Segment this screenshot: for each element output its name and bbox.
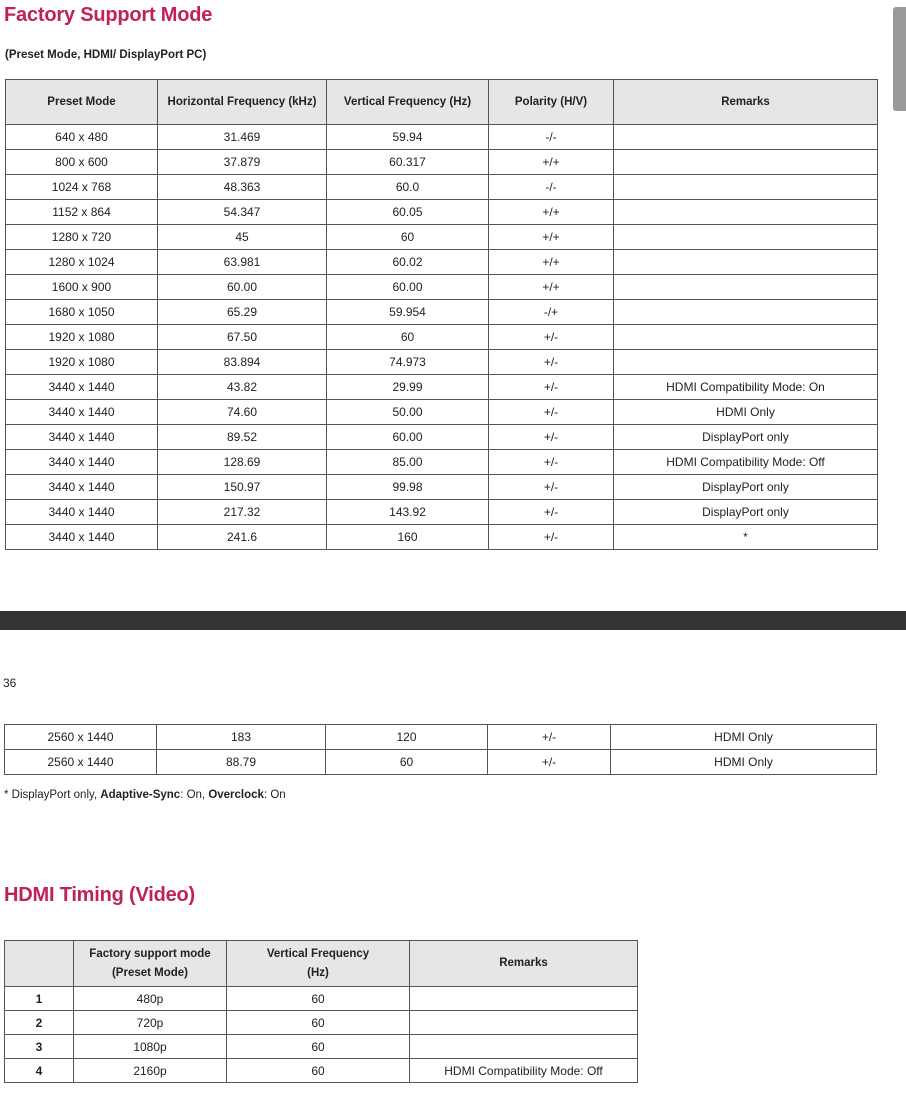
table-header-row <box>5 941 638 987</box>
table-cell: +/+ <box>489 250 614 275</box>
table-cell: +/- <box>489 325 614 350</box>
table-cell: 54.347 <box>158 200 327 225</box>
table-cell: 120 <box>326 725 488 750</box>
table-cell: HDMI Compatibility Mode: Off <box>614 450 878 475</box>
table-row <box>5 1035 638 1059</box>
table-row <box>6 125 878 150</box>
table-cell: 60 <box>227 987 410 1011</box>
column-header: Vertical Frequency (Hz) <box>227 941 410 987</box>
table-cell: 1280 x 1024 <box>6 250 158 275</box>
table-cell: 60 <box>326 750 488 775</box>
table-cell: HDMI Only <box>611 750 877 775</box>
table-cell: 3440 x 1440 <box>6 375 158 400</box>
table-cell: 160 <box>327 525 489 550</box>
table-cell: +/+ <box>489 275 614 300</box>
hdmi-timing-table <box>4 940 638 1083</box>
table-cell: 640 x 480 <box>6 125 158 150</box>
table-cell: 480p <box>74 987 227 1011</box>
table-cell: 3440 x 1440 <box>6 450 158 475</box>
table-cell: 800 x 600 <box>6 150 158 175</box>
table-row <box>6 400 878 425</box>
table-cell: 60.0 <box>327 175 489 200</box>
table-cell: HDMI Only <box>614 400 878 425</box>
column-header: Remarks <box>614 80 878 125</box>
table-cell: 31.469 <box>158 125 327 150</box>
table-cell: DisplayPort only <box>614 475 878 500</box>
table-cell: HDMI Compatibility Mode: On <box>614 375 878 400</box>
table-cell: 60 <box>327 325 489 350</box>
side-tab-marker <box>893 7 906 111</box>
table-cell: 43.82 <box>158 375 327 400</box>
section-title-hdmi-timing: HDMI Timing (Video) <box>4 884 196 906</box>
table-cell: -/- <box>489 125 614 150</box>
column-header: Vertical Frequency (Hz) <box>327 80 489 125</box>
table-cell: 59.94 <box>327 125 489 150</box>
column-header <box>5 941 74 987</box>
table-row <box>6 250 878 275</box>
table-cell: 60 <box>327 225 489 250</box>
table-cell <box>614 300 878 325</box>
table-cell: 85.00 <box>327 450 489 475</box>
table-cell: +/- <box>489 525 614 550</box>
table-cell: 59.954 <box>327 300 489 325</box>
table-cell: +/- <box>488 725 611 750</box>
table-row <box>6 525 878 550</box>
table-cell: DisplayPort only <box>614 500 878 525</box>
column-header: Preset Mode <box>6 80 158 125</box>
table-cell: 67.50 <box>158 325 327 350</box>
table-cell: +/+ <box>489 150 614 175</box>
table-cell <box>614 250 878 275</box>
table-cell: 183 <box>157 725 326 750</box>
table-cell: 3440 x 1440 <box>6 525 158 550</box>
table-cell: 99.98 <box>327 475 489 500</box>
table-cell: +/- <box>489 375 614 400</box>
table-cell: 1600 x 900 <box>6 275 158 300</box>
page-number: 36 <box>3 676 17 690</box>
table-row <box>6 300 878 325</box>
table-cell: 60 <box>227 1035 410 1059</box>
table-cell: 1080p <box>74 1035 227 1059</box>
table-cell: 74.973 <box>327 350 489 375</box>
table-row <box>6 275 878 300</box>
table-row <box>5 987 638 1011</box>
table-cell: 60.00 <box>158 275 327 300</box>
table-cell: 1152 x 864 <box>6 200 158 225</box>
table-cell: 2560 x 1440 <box>5 725 157 750</box>
footnote-term-adaptive-sync: Adaptive-Sync <box>100 789 181 801</box>
table-cell: 1024 x 768 <box>6 175 158 200</box>
table-cell: HDMI Only <box>611 725 877 750</box>
table-cell <box>614 125 878 150</box>
table-cell: 2560 x 1440 <box>5 750 157 775</box>
table-cell: 74.60 <box>158 400 327 425</box>
table-row <box>6 375 878 400</box>
table-cell: * <box>614 525 878 550</box>
column-header: Factory support mode (Preset Mode) <box>74 941 227 987</box>
table-cell: 1 <box>5 987 74 1011</box>
column-header: Horizontal Frequency (kHz) <box>158 80 327 125</box>
table-cell: 48.363 <box>158 175 327 200</box>
table-row <box>5 1011 638 1035</box>
table-cell: 60 <box>227 1011 410 1035</box>
table-row <box>5 725 877 750</box>
table-cell: 1280 x 720 <box>6 225 158 250</box>
table-cell: 60.05 <box>327 200 489 225</box>
table-row <box>6 350 878 375</box>
table-cell: +/- <box>489 425 614 450</box>
table-cell <box>614 150 878 175</box>
column-header: Polarity (H/V) <box>489 80 614 125</box>
table-cell: +/+ <box>489 225 614 250</box>
table-header-row <box>6 80 878 125</box>
table-cell: 3440 x 1440 <box>6 500 158 525</box>
table-cell <box>410 987 638 1011</box>
table-row <box>6 450 878 475</box>
table-cell: 4 <box>5 1059 74 1083</box>
table-cell: 3440 x 1440 <box>6 400 158 425</box>
section-subtitle: (Preset Mode, HDMI/ DisplayPort PC) <box>5 49 207 61</box>
table-cell: 89.52 <box>158 425 327 450</box>
section-title-factory-support-mode: Factory Support Mode <box>4 4 213 26</box>
table-cell: 3440 x 1440 <box>6 425 158 450</box>
page-break-band <box>0 611 906 630</box>
table-cell: 2 <box>5 1011 74 1035</box>
table-cell: 241.6 <box>158 525 327 550</box>
table-row <box>6 150 878 175</box>
factory-support-mode-table-continued <box>4 724 877 775</box>
table-row <box>6 500 878 525</box>
table-row <box>5 1059 638 1083</box>
table-cell: 29.99 <box>327 375 489 400</box>
table-cell: 45 <box>158 225 327 250</box>
table-row <box>6 175 878 200</box>
table-row <box>6 475 878 500</box>
table-cell <box>410 1011 638 1035</box>
footnote-term-overclock: Overclock <box>208 789 264 801</box>
table-cell <box>614 350 878 375</box>
column-header: Remarks <box>410 941 638 987</box>
table-cell: HDMI Compatibility Mode: Off <box>410 1059 638 1083</box>
table-row <box>6 200 878 225</box>
table-cell: +/- <box>489 475 614 500</box>
table-cell: +/- <box>489 400 614 425</box>
footnote <box>4 789 286 801</box>
table-cell <box>614 200 878 225</box>
table-cell <box>614 275 878 300</box>
footnote-value-2: : On <box>263 789 286 801</box>
table-cell: +/- <box>489 450 614 475</box>
table-cell: 60.00 <box>327 275 489 300</box>
table-cell: 143.92 <box>327 500 489 525</box>
table-cell: +/- <box>489 500 614 525</box>
table-cell: 1920 x 1080 <box>6 325 158 350</box>
table-cell: 60.317 <box>327 150 489 175</box>
table-cell: 60.02 <box>327 250 489 275</box>
table-cell: 3 <box>5 1035 74 1059</box>
table-cell: 88.79 <box>157 750 326 775</box>
table-cell: 150.97 <box>158 475 327 500</box>
table-cell: 1920 x 1080 <box>6 350 158 375</box>
table-cell <box>614 175 878 200</box>
table-cell: 83.894 <box>158 350 327 375</box>
footnote-prefix: * DisplayPort only, <box>4 789 101 801</box>
table-row <box>6 325 878 350</box>
table-cell: 63.981 <box>158 250 327 275</box>
table-cell: 37.879 <box>158 150 327 175</box>
table-cell: 50.00 <box>327 400 489 425</box>
table-row <box>5 750 877 775</box>
table-cell: 2160p <box>74 1059 227 1083</box>
table-cell: 60 <box>227 1059 410 1083</box>
table-cell: 720p <box>74 1011 227 1035</box>
table-cell: +/+ <box>489 200 614 225</box>
table-cell <box>410 1035 638 1059</box>
table-cell: DisplayPort only <box>614 425 878 450</box>
table-cell: 3440 x 1440 <box>6 475 158 500</box>
table-cell: -/+ <box>489 300 614 325</box>
table-cell: 60.00 <box>327 425 489 450</box>
factory-support-mode-table <box>5 79 878 550</box>
footnote-value-1: : On, <box>180 789 209 801</box>
table-cell: 128.69 <box>158 450 327 475</box>
table-cell: +/- <box>489 350 614 375</box>
table-cell: 217.32 <box>158 500 327 525</box>
table-cell: 65.29 <box>158 300 327 325</box>
table-cell: +/- <box>488 750 611 775</box>
table-row <box>6 225 878 250</box>
table-cell <box>614 325 878 350</box>
table-cell <box>614 225 878 250</box>
table-cell: -/- <box>489 175 614 200</box>
table-cell: 1680 x 1050 <box>6 300 158 325</box>
table-row <box>6 425 878 450</box>
